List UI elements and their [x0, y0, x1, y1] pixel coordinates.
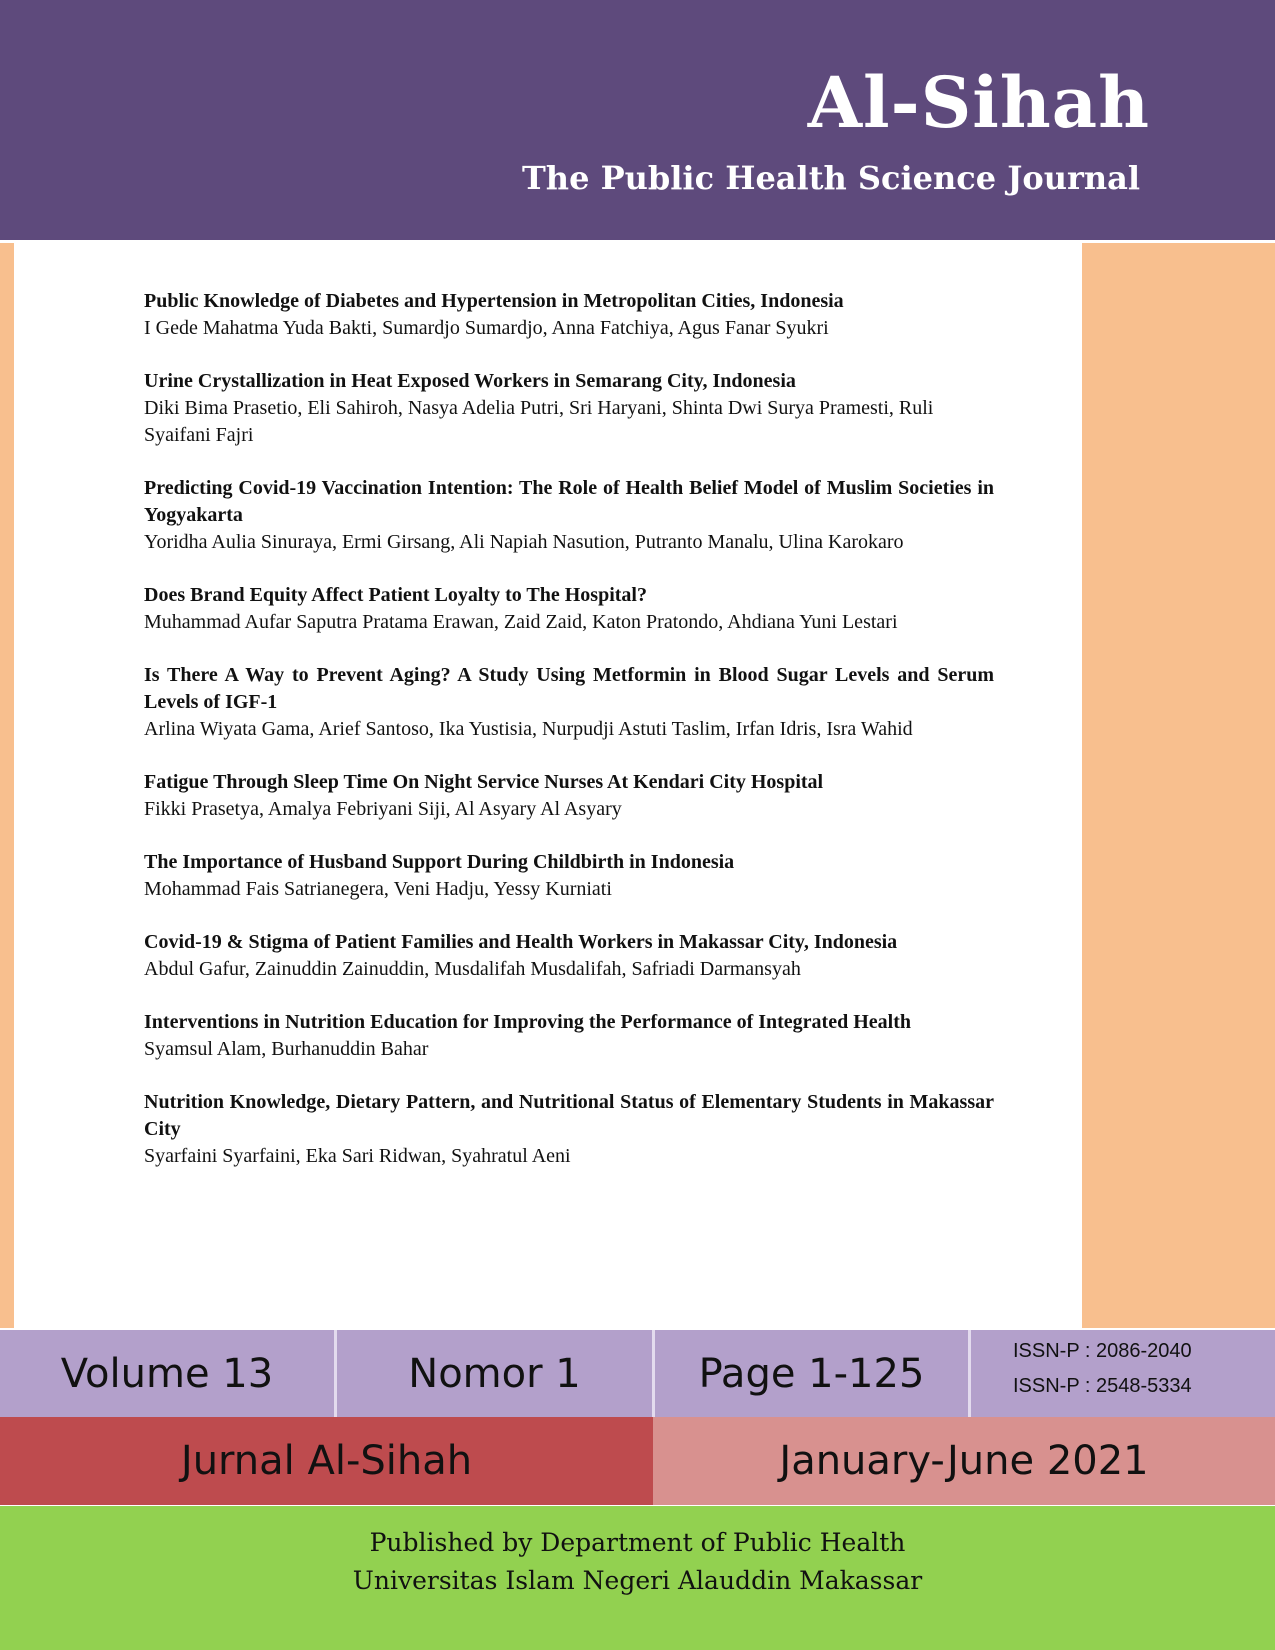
article-title: Fatigue Through Sleep Time On Night Service Nurses At Kendari City Hospital — [144, 771, 824, 793]
article-entry[interactable] — [144, 1089, 994, 1170]
pages-label: Page 1-125 — [698, 1350, 925, 1397]
publication-period: January-June 2021 — [653, 1417, 1275, 1505]
publisher-line-2: Universitas Islam Negeri Alauddin Makassar — [352, 1566, 923, 1595]
journal-banner-label: Jurnal Al-Sihah — [0, 1417, 653, 1505]
divider — [968, 1330, 971, 1417]
article-authors: Yoridha Aulia Sinuraya, Ermi Girsang, Ali Napiah Nasution, Putranto Manalu, Ulina Karokaro — [144, 531, 904, 553]
article-entry[interactable] — [144, 475, 994, 556]
table-of-contents — [144, 288, 994, 1196]
issn-online: ISSN-P : 2548-5334 — [1013, 1375, 1192, 1397]
article-entry[interactable] — [144, 929, 994, 983]
number-label: Nomor 1 — [408, 1350, 581, 1397]
article-title: Does Brand Equity Affect Patient Loyalty to The Hospital? — [144, 584, 647, 606]
header-banner — [0, 0, 1275, 240]
article-authors: I Gede Mahatma Yuda Bakti, Sumardjo Sumardjo, Anna Fatchiya, Agus Fanar Syukri — [144, 317, 829, 339]
publisher-line-1: Published by Department of Public Health — [369, 1528, 906, 1557]
article-authors: Syamsul Alam, Burhanuddin Bahar — [144, 1038, 429, 1060]
article-title: Predicting Covid-19 Vaccination Intention: The Role of Health Belief Model of Muslim Societies in Yogyakarta — [144, 477, 994, 526]
article-entry[interactable] — [144, 662, 994, 743]
article-authors: Fikki Prasetya, Amalya Febriyani Siji, Al Asyary Al Asyary — [144, 798, 622, 820]
article-title: Nutrition Knowledge, Dietary Pattern, and Nutritional Status of Elementary Students in Makassar City — [144, 1091, 994, 1140]
article-title: Urine Crystallization in Heat Exposed Workers in Semarang City, Indonesia — [144, 370, 796, 392]
issue-info-row — [0, 1330, 1275, 1417]
article-entry[interactable] — [144, 1009, 994, 1063]
article-title: Interventions in Nutrition Education for Improving the Performance of Integrated Health — [144, 1011, 911, 1033]
article-entry[interactable] — [144, 849, 994, 903]
article-authors: Arlina Wiyata Gama, Arief Santoso, Ika Yustisia, Nurpudji Astuti Taslim, Irfan Idris, Isra Wahid — [144, 718, 913, 740]
left-decor-strip — [0, 243, 14, 1328]
article-authors: Abdul Gafur, Zainuddin Zainuddin, Musdalifah Musdalifah, Safriadi Darmansyah — [144, 958, 801, 980]
article-authors: Diki Bima Prasetio, Eli Sahiroh, Nasya Adelia Putri, Sri Haryani, Shinta Dwi Surya Pramesti, Ruli Syaifani Fajri — [144, 397, 934, 446]
issn-print: ISSN-P : 2086-2040 — [1013, 1340, 1192, 1362]
article-title: Covid-19 & Stigma of Patient Families and Health Workers in Makassar City, Indonesia — [144, 931, 898, 953]
publisher-footer — [0, 1506, 1275, 1650]
article-title: The Importance of Husband Support During Childbirth in Indonesia — [144, 851, 735, 873]
article-entry[interactable] — [144, 368, 994, 449]
article-entry[interactable] — [144, 288, 994, 342]
article-title: Public Knowledge of Diabetes and Hypertension in Metropolitan Cities, Indonesia — [144, 290, 844, 312]
article-authors: Syarfaini Syarfaini, Eka Sari Ridwan, Syahratul Aeni — [144, 1145, 571, 1167]
journal-name: Al-Sihah — [807, 61, 1150, 144]
article-authors: Mohammad Fais Satrianegera, Veni Hadju, Yessy Kurniati — [144, 878, 612, 900]
article-entry[interactable] — [144, 769, 994, 823]
article-authors: Muhammad Aufar Saputra Pratama Erawan, Zaid Zaid, Katon Pratondo, Ahdiana Yuni Lestari — [144, 611, 898, 633]
article-entry[interactable] — [144, 582, 994, 636]
right-decor-strip — [1082, 243, 1275, 1328]
article-title: Is There A Way to Prevent Aging? A Study Using Metformin in Blood Sugar Levels and Serum Levels of IGF-1 — [144, 664, 994, 713]
volume-label: Volume 13 — [60, 1350, 274, 1397]
journal-subtitle: The Public Health Science Journal — [521, 159, 1140, 197]
